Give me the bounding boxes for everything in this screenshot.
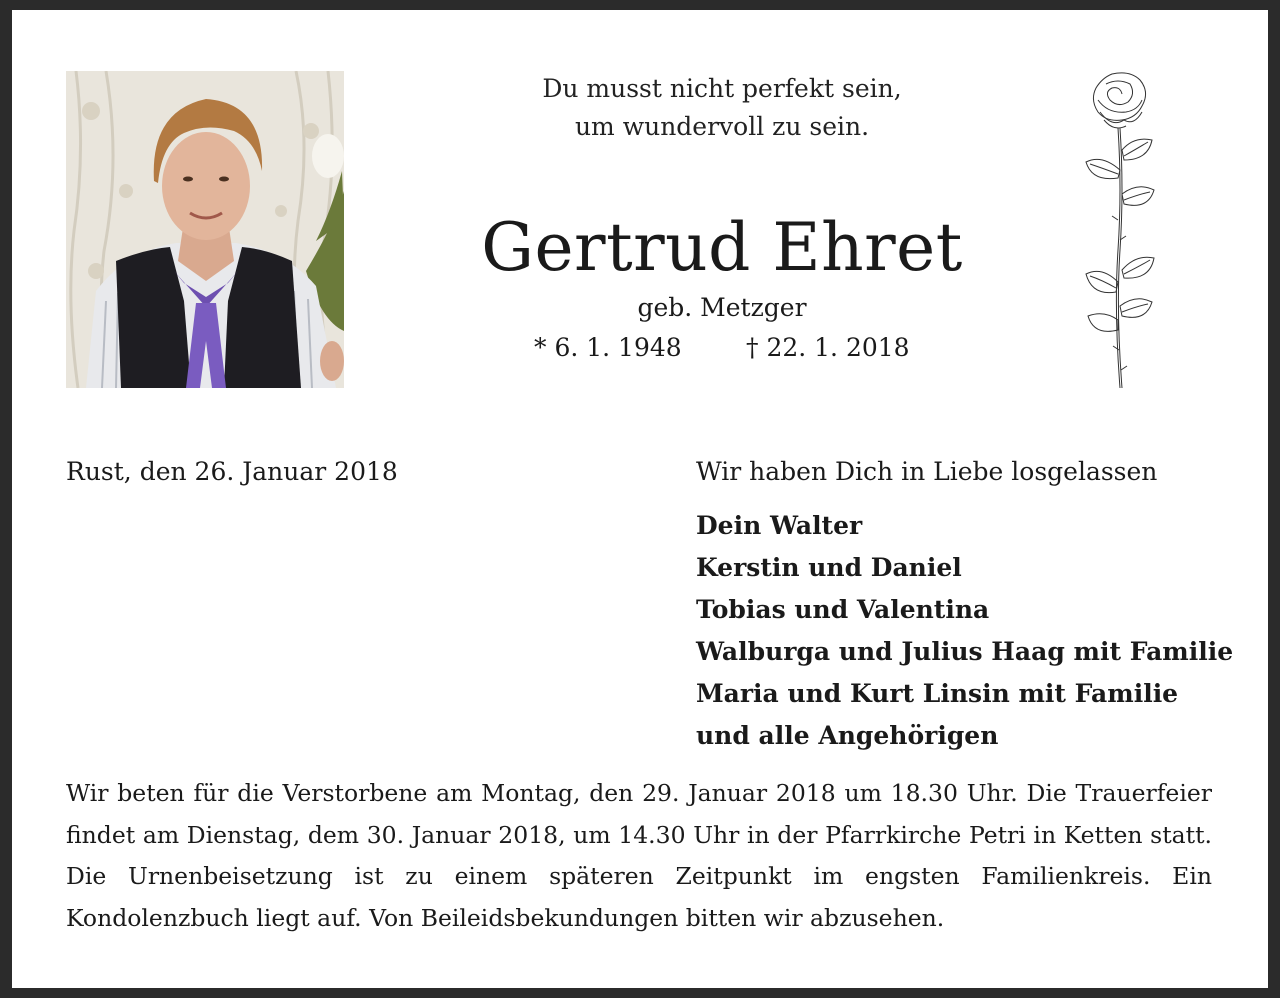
motto-line-1: Du musst nicht perfekt sein, — [542, 74, 902, 103]
maiden-name: geb. Metzger — [637, 293, 807, 322]
place-date: Rust, den 26. Januar 2018 — [66, 457, 398, 486]
death-date: † 22. 1. 2018 — [746, 333, 910, 362]
mourner-entry: Dein Walter — [696, 511, 863, 540]
service-notice: Wir beten für die Verstorbene am Montag, den 29. Januar 2018 um 18.30 Uhr. Die Trauerfeier findet am Dienstag, dem 30. Januar 2018, um 14.30 Uhr in der Pfarrkirche Petri in Ketten statt. Die Urnenbeisetzung ist zu einem späteren Zeitpunkt im engsten Familienkreis. Ein Kondolenzbuch liegt auf. Von Beileidsbekundungen bitten wir abzusehen. — [66, 779, 1212, 932]
mourner-entry: Walburga und Julius Haag mit Familie — [696, 637, 1234, 666]
mourner-entry: Maria und Kurt Linsin mit Familie — [696, 679, 1179, 708]
mourner-entry: Tobias und Valentina — [696, 595, 990, 624]
mourner-entry: und alle Angehörigen — [696, 721, 999, 750]
mourners-list — [696, 505, 1233, 757]
rose-icon — [1082, 70, 1162, 390]
motto-line-2: um wundervoll zu sein. — [574, 112, 870, 141]
obituary-card — [12, 10, 1268, 988]
birth-date: * 6. 1. 1948 — [534, 333, 682, 362]
motto — [382, 70, 1062, 146]
deceased-name: Gertrud Ehret — [481, 209, 963, 286]
portrait-photo — [66, 71, 344, 388]
mourner-entry: Kerstin und Daniel — [696, 553, 962, 582]
farewell-line: Wir haben Dich in Liebe losgelassen — [696, 457, 1158, 486]
